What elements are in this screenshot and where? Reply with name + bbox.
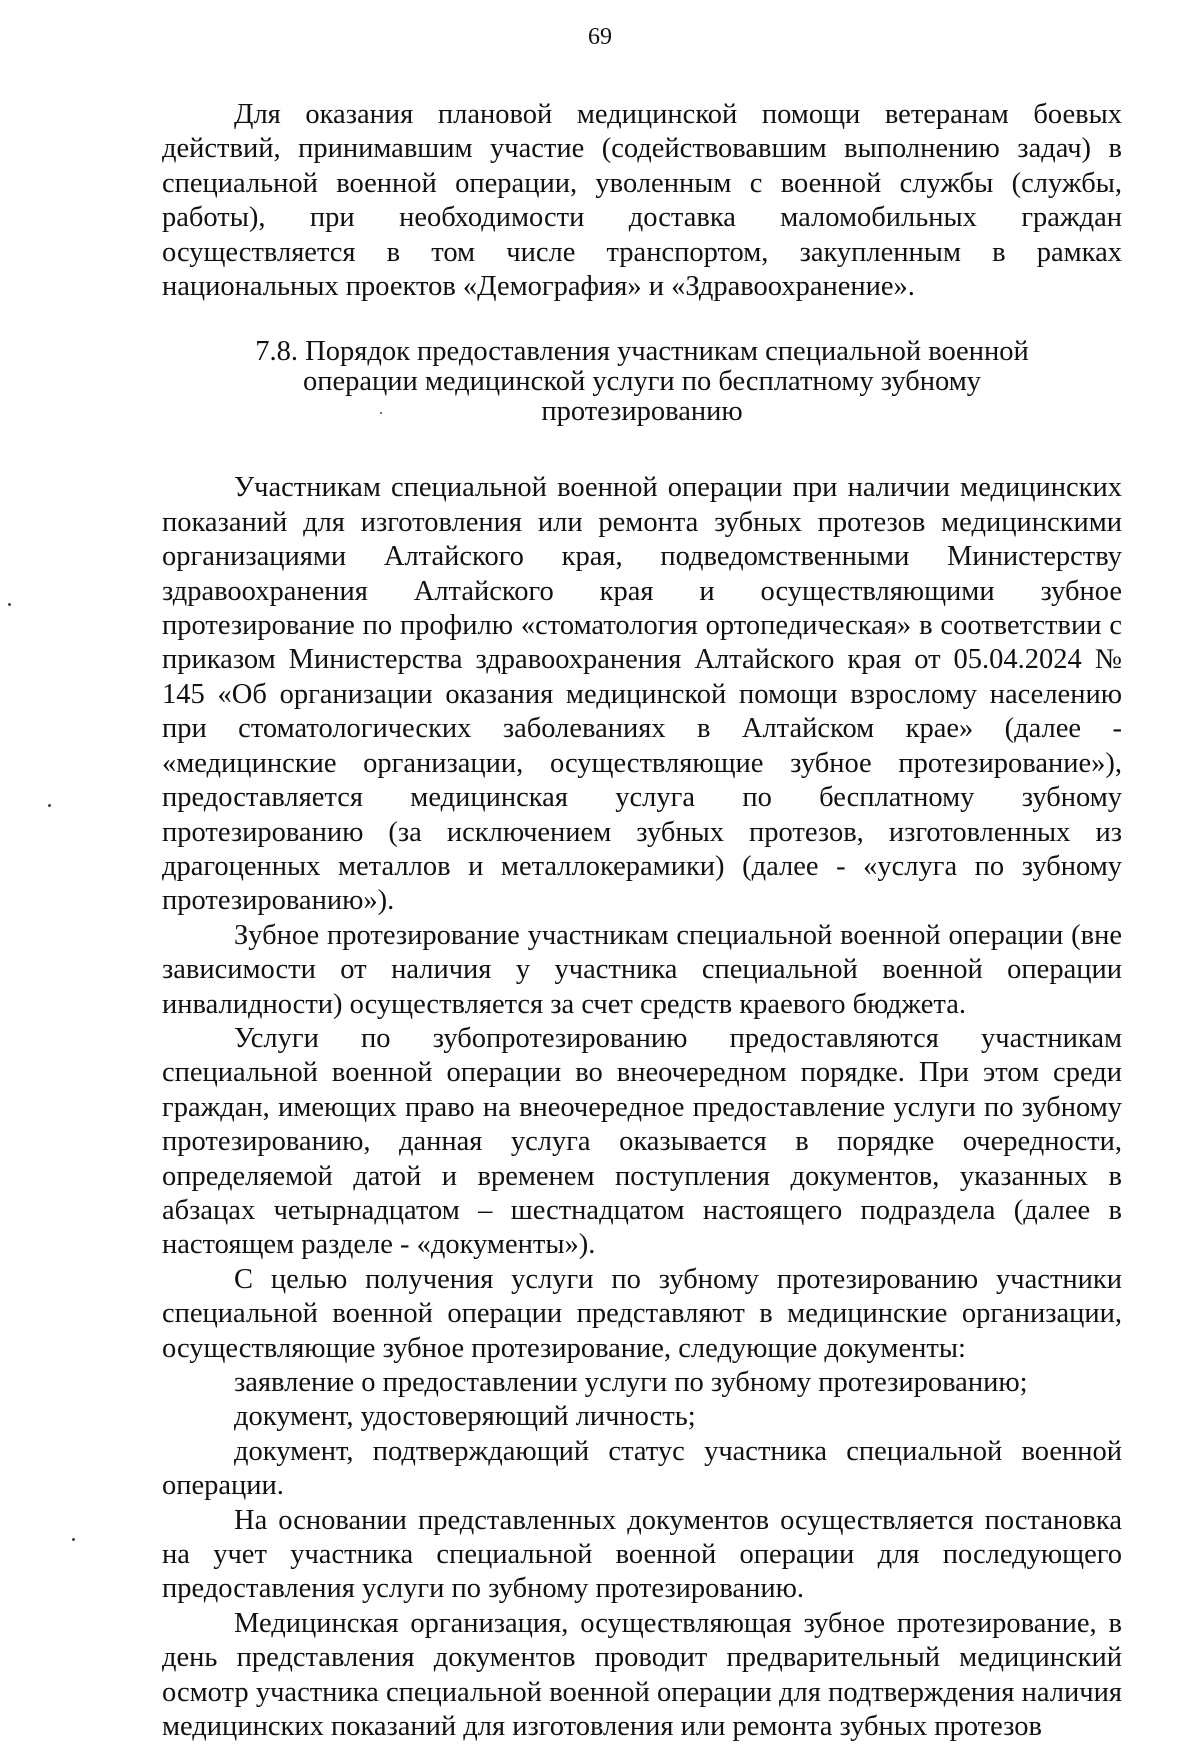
scan-speck xyxy=(8,603,11,606)
page-body xyxy=(162,98,1122,1744)
paragraph-eligibility: Участникам специальной военной операции при наличии медицинских показаний для изготовления или ремонта зубных протезов медицинскими организациями Алтайского края, подведомственными Министерству здравоохранения Алтайского края и осуществляющими зубное протезирование по профилю «стоматология ортопедическая» в соответствии с приказом Министерства здравоохранения Алтайского края от 05.04.2024 № 145 «Об организации оказания медицинской помощи взрослому населению при стоматологических заболеваниях в Алтайском крае» (далее - «медицинские организации, осуществляющие зубное протезирование»), предоставляется медицинская услуга по бесплатному зубному протезированию (за исключением зубных протезов, изготовленных из драгоценных металлов и металлокерамики) (далее - «услуга по зубному протезированию»). xyxy=(162,472,1122,917)
page-number: 69 xyxy=(588,24,612,50)
scan-speck xyxy=(48,804,51,807)
paragraph-documents-intro: С целью получения услуги по зубному протезированию участники специальной военной операции представляют в медицинские организации, осуществляющие зубное протезирование, следующие документы: xyxy=(162,1263,1122,1364)
intro-paragraph: Для оказания плановой медицинской помощи ветеранам боевых действий, принимавшим участие (содействовавшим выполнению задач) в специальной военной операции, уволенным с военной службы (службы, работы), при необходимости доставка маломобильных граждан осуществляется в том числе транспортом, закупленным в рамках национальных проектов «Демография» и «Здравоохранение». xyxy=(162,99,1122,303)
paragraph-funding: Зубное протезирование участникам специальной военной операции (вне зависимости от наличия у участника специальной военной операции инвалидности) осуществляется за счет средств краевого бюджета. xyxy=(162,919,1122,1020)
list-item: заявление о предоставлении услуги по зубному протезированию; xyxy=(234,1367,1028,1398)
scan-speck xyxy=(380,412,382,414)
list-item: документ, подтверждающий статус участника специальной военной операции. xyxy=(162,1435,1122,1502)
paragraph-medical-exam: Медицинская организация, осуществляющая зубное протезирование, в день представления документов проводит предварительный медицинский осмотр участника специальной военной операции для подтверждения наличия медицинских показаний для изготовления или ремонта зубных протезов xyxy=(162,1607,1122,1743)
paragraph-registration: На основании представленных документов осуществляется постановка на учет участника специальной военной операции для последующего предоставления услуги по зубному протезированию. xyxy=(162,1504,1122,1605)
paragraph-priority-order: Услуги по зубопротезированию предоставляются участникам специальной военной операции во внеочередном порядке. При этом среди граждан, имеющих право на внеочередное предоставление услуги по зубному протезированию, данная услуга оказывается в порядке очередности, определяемой датой и временем поступления документов, указанных в абзацах четырнадцатом – шестнадцатом настоящего подраздела (далее в настоящем разделе - «документы»). xyxy=(162,1022,1122,1261)
list-item: документ, удостоверяющий личность; xyxy=(234,1401,696,1433)
section-heading: 7.8. Порядок предоставления участникам специальной военной операции медицинской услуги по бесплатному зубному протезированию xyxy=(255,336,1029,428)
scan-speck xyxy=(72,1538,75,1541)
